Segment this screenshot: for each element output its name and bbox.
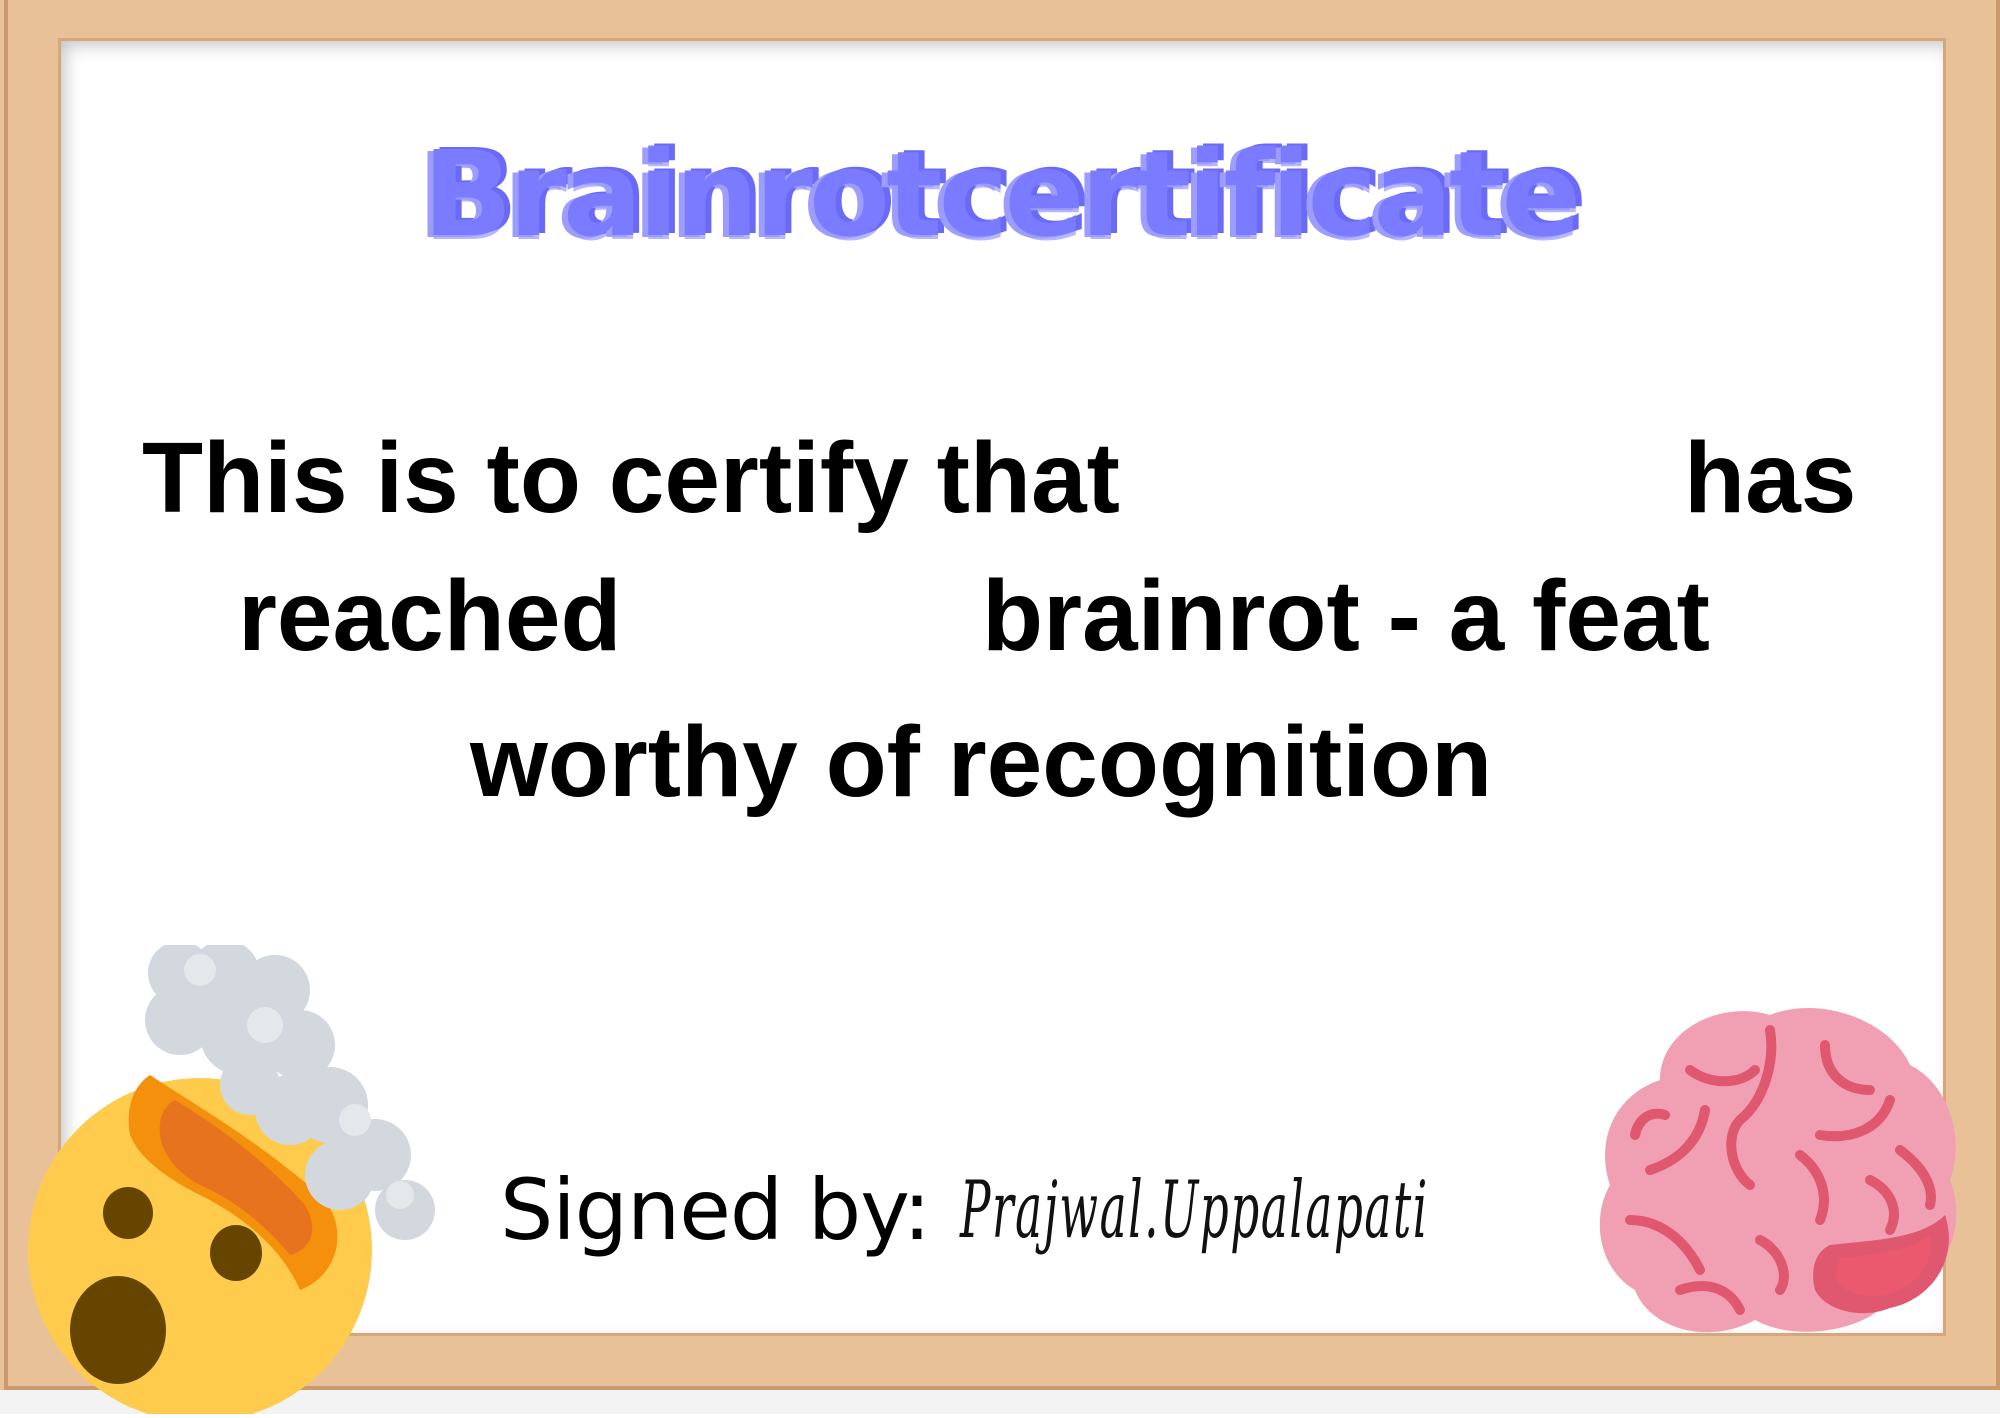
line2-left: reached (238, 560, 622, 672)
exploding-head-icon (0, 945, 450, 1418)
line1-left: This is to certify that (142, 422, 1120, 534)
signed-by-label: Signed by: (500, 1161, 931, 1259)
line3: worthy of recognition (470, 706, 1493, 818)
signature: Prajwal.Uppalapati (960, 1164, 1429, 1256)
certificate-title: Brainrotcertificate (422, 125, 1578, 263)
line2-right: brainrot - a feat (982, 560, 1710, 672)
line1-right: has (1684, 422, 1857, 534)
brain-icon (1590, 990, 1970, 1364)
